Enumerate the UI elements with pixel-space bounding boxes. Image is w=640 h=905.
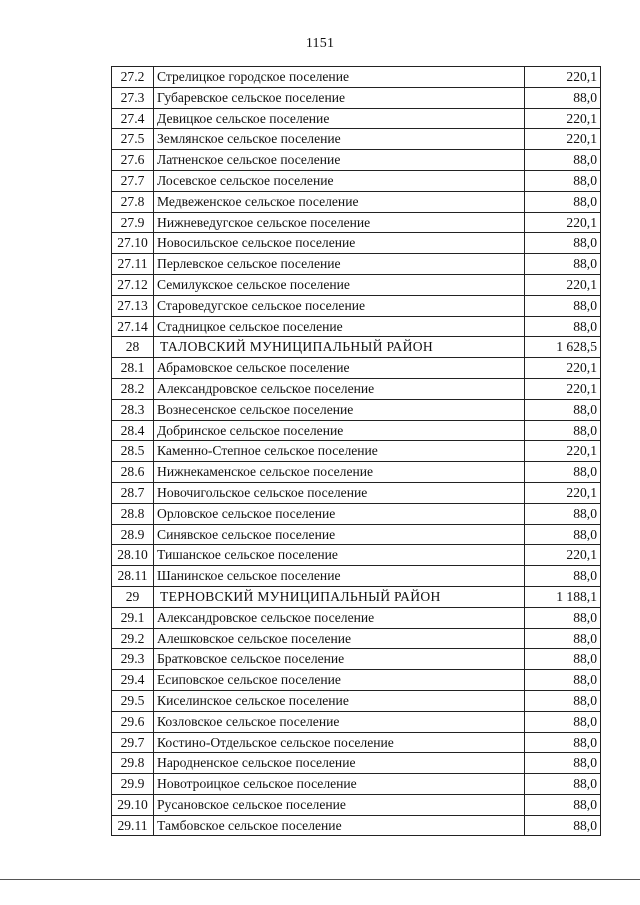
settlement-name: Новочигольское сельское поселение (154, 482, 525, 503)
settlement-name: Народненское сельское поселение (154, 753, 525, 774)
amount-value: 88,0 (525, 794, 601, 815)
page-number: 1151 (305, 36, 335, 51)
amount-value: 88,0 (525, 711, 601, 732)
row-number: 28.9 (112, 524, 154, 545)
settlement-name: Тишанское сельское поселение (154, 545, 525, 566)
table-row (112, 607, 601, 628)
row-number: 27.4 (112, 108, 154, 129)
table-row (112, 254, 601, 275)
row-number: 29.6 (112, 711, 154, 732)
table-row (112, 711, 601, 732)
amount-value: 88,0 (525, 150, 601, 171)
amount-value: 88,0 (525, 170, 601, 191)
table-row (112, 524, 601, 545)
table-row (112, 670, 601, 691)
settlement-name: Нижневедугское сельское поселение (154, 212, 525, 233)
settlement-name: Лосевское сельское поселение (154, 170, 525, 191)
settlement-name: Киселинское сельское поселение (154, 690, 525, 711)
amount-value: 88,0 (525, 815, 601, 836)
table-body (112, 67, 601, 836)
table-row (112, 586, 601, 607)
amount-value: 220,1 (525, 129, 601, 150)
settlement-name: Александровское сельское поселение (154, 607, 525, 628)
amount-value: 220,1 (525, 274, 601, 295)
table-row (112, 690, 601, 711)
row-number: 29.1 (112, 607, 154, 628)
settlement-name: Шанинское сельское поселение (154, 566, 525, 587)
table-row (112, 191, 601, 212)
amount-value: 88,0 (525, 420, 601, 441)
settlement-name: Землянское сельское поселение (154, 129, 525, 150)
amount-value: 220,1 (525, 67, 601, 88)
row-number: 29.4 (112, 670, 154, 691)
row-number: 27.9 (112, 212, 154, 233)
amount-value: 88,0 (525, 690, 601, 711)
settlement-name: Медвеженское сельское поселение (154, 191, 525, 212)
settlement-name: Абрамовское сельское поселение (154, 358, 525, 379)
row-number: 28.1 (112, 358, 154, 379)
row-number: 29.8 (112, 753, 154, 774)
amount-value: 220,1 (525, 108, 601, 129)
row-number: 27.8 (112, 191, 154, 212)
row-number: 28.10 (112, 545, 154, 566)
amount-value: 1 628,5 (525, 337, 601, 358)
table-row (112, 295, 601, 316)
row-number: 29.7 (112, 732, 154, 753)
amount-value: 88,0 (525, 233, 601, 254)
table-row (112, 732, 601, 753)
row-number: 27.7 (112, 170, 154, 191)
table-row (112, 503, 601, 524)
amount-value: 88,0 (525, 191, 601, 212)
settlement-name: Стрелицкое городское поселение (154, 67, 525, 88)
amount-value: 220,1 (525, 441, 601, 462)
table-row (112, 649, 601, 670)
row-number: 29.11 (112, 815, 154, 836)
settlement-name: Синявское сельское поселение (154, 524, 525, 545)
table-row (112, 420, 601, 441)
amount-value: 88,0 (525, 649, 601, 670)
table-row (112, 441, 601, 462)
amount-value: 88,0 (525, 628, 601, 649)
row-number: 27.5 (112, 129, 154, 150)
table-row (112, 67, 601, 88)
table-row (112, 399, 601, 420)
row-number: 27.2 (112, 67, 154, 88)
amount-value: 88,0 (525, 462, 601, 483)
table-row (112, 482, 601, 503)
amount-value: 88,0 (525, 503, 601, 524)
row-number: 29 (112, 586, 154, 607)
table-row (112, 774, 601, 795)
amount-value: 88,0 (525, 524, 601, 545)
row-number: 29.5 (112, 690, 154, 711)
amount-value: 220,1 (525, 212, 601, 233)
table-row (112, 566, 601, 587)
table-row (112, 212, 601, 233)
settlement-name: Добринское сельское поселение (154, 420, 525, 441)
row-number: 28.8 (112, 503, 154, 524)
row-number: 28.3 (112, 399, 154, 420)
settlement-name: ТАЛОВСКИЙ МУНИЦИПАЛЬНЫЙ РАЙОН (154, 337, 525, 358)
settlement-name: Братковское сельское поселение (154, 649, 525, 670)
settlement-name: Костино-Отдельское сельское поселение (154, 732, 525, 753)
row-number: 27.10 (112, 233, 154, 254)
row-number: 28.7 (112, 482, 154, 503)
amount-value: 220,1 (525, 482, 601, 503)
settlement-name: Новосильское сельское поселение (154, 233, 525, 254)
settlement-name: Новотроицкое сельское поселение (154, 774, 525, 795)
settlement-name: Алешковское сельское поселение (154, 628, 525, 649)
table-row (112, 87, 601, 108)
amount-value: 1 188,1 (525, 586, 601, 607)
amount-value: 88,0 (525, 732, 601, 753)
amount-value: 88,0 (525, 295, 601, 316)
settlement-name: Семилукское сельское поселение (154, 274, 525, 295)
settlement-name: Вознесенское сельское поселение (154, 399, 525, 420)
budget-table (111, 66, 601, 836)
row-number: 28.5 (112, 441, 154, 462)
settlement-name: Латненское сельское поселение (154, 150, 525, 171)
amount-value: 88,0 (525, 753, 601, 774)
row-number: 29.3 (112, 649, 154, 670)
row-number: 28.4 (112, 420, 154, 441)
row-number: 28.11 (112, 566, 154, 587)
table-row (112, 794, 601, 815)
settlement-name: Александровское сельское поселение (154, 378, 525, 399)
settlement-name: Нижнекаменское сельское поселение (154, 462, 525, 483)
row-number: 27.6 (112, 150, 154, 171)
table-row (112, 462, 601, 483)
amount-value: 88,0 (525, 670, 601, 691)
table-row (112, 378, 601, 399)
table-row (112, 233, 601, 254)
table-row (112, 108, 601, 129)
table-row (112, 358, 601, 379)
amount-value: 88,0 (525, 566, 601, 587)
amount-value: 88,0 (525, 399, 601, 420)
settlement-name: Есиповское сельское поселение (154, 670, 525, 691)
settlement-name: Перлевское сельское поселение (154, 254, 525, 275)
settlement-name: Губаревское сельское поселение (154, 87, 525, 108)
amount-value: 88,0 (525, 607, 601, 628)
amount-value: 88,0 (525, 316, 601, 337)
table-row (112, 129, 601, 150)
row-number: 27.3 (112, 87, 154, 108)
amount-value: 220,1 (525, 358, 601, 379)
row-number: 28 (112, 337, 154, 358)
table-row (112, 316, 601, 337)
row-number: 29.2 (112, 628, 154, 649)
table-row (112, 170, 601, 191)
table-row (112, 628, 601, 649)
settlement-name: Тамбовское сельское поселение (154, 815, 525, 836)
amount-value: 220,1 (525, 378, 601, 399)
table-row (112, 337, 601, 358)
settlement-name: Орловское сельское поселение (154, 503, 525, 524)
row-number: 29.9 (112, 774, 154, 795)
table-row (112, 150, 601, 171)
footer-divider (0, 879, 640, 880)
amount-value: 88,0 (525, 254, 601, 275)
row-number: 28.6 (112, 462, 154, 483)
row-number: 27.14 (112, 316, 154, 337)
table-row (112, 545, 601, 566)
table-row (112, 274, 601, 295)
row-number: 28.2 (112, 378, 154, 399)
settlement-name: Каменно-Степное сельское поселение (154, 441, 525, 462)
settlement-name: Козловское сельское поселение (154, 711, 525, 732)
settlement-name: ТЕРНОВСКИЙ МУНИЦИПАЛЬНЫЙ РАЙОН (154, 586, 525, 607)
amount-value: 220,1 (525, 545, 601, 566)
settlement-name: Девицкое сельское поселение (154, 108, 525, 129)
settlement-name: Староведугское сельское поселение (154, 295, 525, 316)
table-row (112, 815, 601, 836)
row-number: 27.13 (112, 295, 154, 316)
settlement-name: Русановское сельское поселение (154, 794, 525, 815)
row-number: 27.12 (112, 274, 154, 295)
amount-value: 88,0 (525, 774, 601, 795)
amount-value: 88,0 (525, 87, 601, 108)
row-number: 29.10 (112, 794, 154, 815)
table-row (112, 753, 601, 774)
settlement-name: Стадницкое сельское поселение (154, 316, 525, 337)
row-number: 27.11 (112, 254, 154, 275)
